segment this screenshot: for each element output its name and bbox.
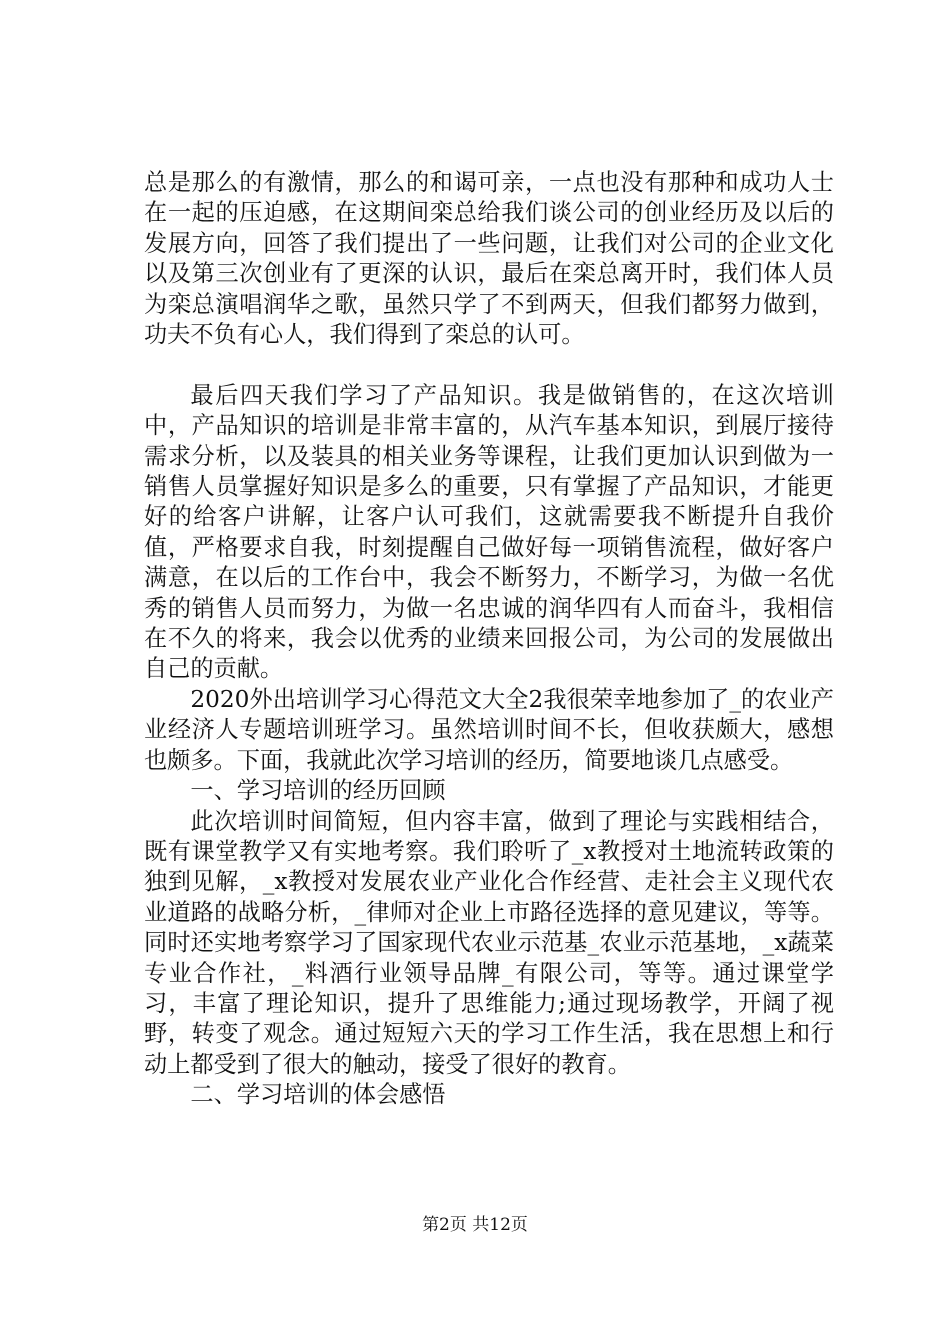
- paragraph-2: 最后四天我们学习了产品知识。我是做销售的，在这次培训中，产品知识的培训是非常丰富的，从汽车基本知识，到展厅接待需求分析，以及装具的相关业务等课程，让我们更加认识到做为一销售人员掌握好知识是多么的重要，只有掌握了产品知识，才能更好的给客户讲解，让客户认可我们，这就需要我不断提升自我价值，严格要求自我，时刻提醒自己做好每一项销售流程，做好客户满意，在以后的工作台中，我会不断努力，不断学习，为做一名优秀的销售人员而努力，为做一名忠诚的润华四有人而奋斗，我相信在不久的将来，我会以优秀的业绩来回报公司，为公司的发展做出自己的贡献。: [144, 381, 834, 683]
- paragraph-1: 总是那么的有激情，那么的和谒可亲，一点也没有那种和成功人士在一起的压迫感，在这期间栾总给我们谈公司的创业经历及以后的发展方向，回答了我们提出了一些问题，让我们对公司的企业文化以及第三次创业有了更深的认识，最后在栾总离开时，我们体人员为栾总演唱润华之歌，虽然只学了不到两天，但我们都努力做到，功夫不负有心人，我们得到了栾总的认可。: [144, 169, 834, 349]
- section-heading-1: 一、学习培训的经历回顾: [190, 777, 446, 805]
- page-number-footer: 第2页 共12页: [422, 1215, 528, 1235]
- body-text: [144, 168, 834, 1111]
- section-heading-2: 二、学习培训的体会感悟: [190, 1081, 446, 1109]
- paragraph-3: 2020外出培训学习心得范文大全2我很荣幸地参加了_的农业产业经济人专题培训班学习。虽然培训时间不长，但收获颇大，感想也颇多。下面，我就此次学习培训的经历，简要地谈几点感受。: [144, 685, 834, 774]
- paragraph-4: 此次培训时间简短，但内容丰富，做到了理论与实践相结合，既有课堂教学又有实地考察。我们聆听了_x教授对土地流转政策的独到见解，_x教授对发展农业产业化合作经营、走社会主义现代农业道路的战略分析，_律师对企业上市路径选择的意见建议，等等。同时还实地考察学习了国家现代农业示范基_农业示范基地，_x蔬菜专业合作社，_料酒行业领导品牌_有限公司，等等。通过课堂学习，丰富了理论知识，提升了思维能力;通过现场教学，开阔了视野，转变了观念。通过短短六天的学习工作生活，我在思想上和行动上都受到了很大的触动，接受了很好的教育。: [144, 807, 834, 1078]
